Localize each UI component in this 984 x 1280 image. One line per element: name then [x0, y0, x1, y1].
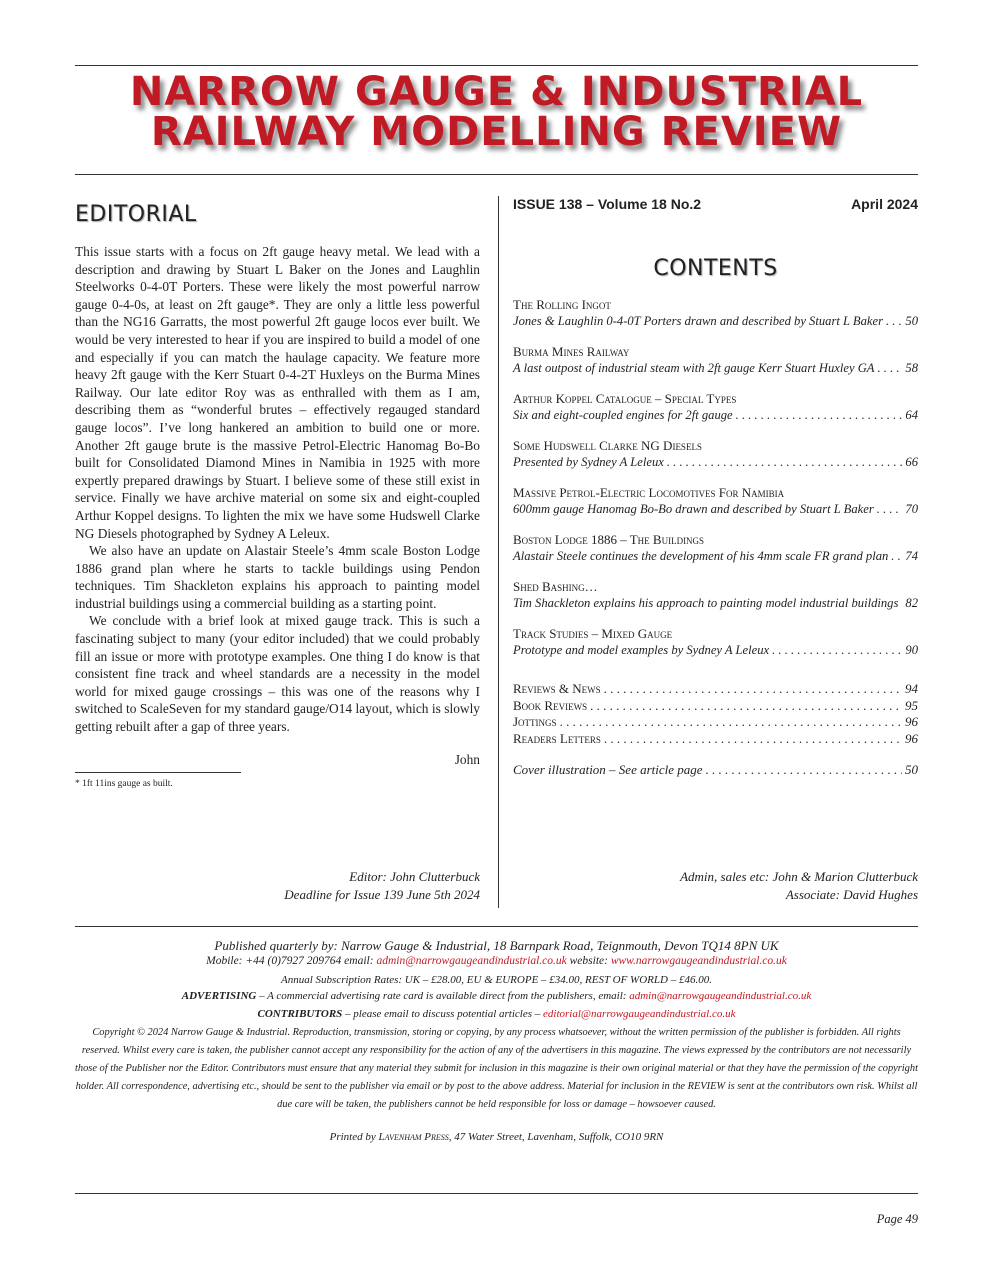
- editorial-column: [75, 196, 480, 789]
- toc-title: Massive Petrol-Electric Locomotives For Namibia: [513, 485, 785, 500]
- toc-regular-title: Book Reviews: [513, 697, 588, 713]
- masthead-line-2: RAILWAY MODELLING REVIEW: [150, 109, 843, 155]
- associate-line: Associate: David Hughes: [785, 887, 918, 902]
- toc-page: 70: [905, 502, 918, 516]
- toc-leader: [706, 761, 902, 778]
- deadline-line: Deadline for Issue 139 June 5th 2024: [284, 887, 480, 902]
- toc-leader: [886, 313, 902, 330]
- publisher-top-rule: [75, 926, 918, 927]
- toc-subtitle: A last outpost of industrial steam with 2ft gauge Kerr Stuart Huxley GA: [513, 361, 875, 375]
- toc-title: Track Studies – Mixed Gauge: [513, 626, 673, 641]
- editorial-paragraph: We conclude with a brief look at mixed gauge track. This is such a fascinating subject to many (your editor included) that we could probably fill an issue or more with prototype examples. One thing I do know is that consistent fine track and wheel standards are a necessity in the model world for mixed gauge crossings – this was one of the reasons why I switched to ScaleSeven for my standard gauge/O14 layout, which is slowly getting rebuilt after a gap of three years.: [75, 613, 480, 735]
- toc-subtitle: Alastair Steele continues the development of his 4mm scale FR grand plan: [513, 549, 889, 563]
- toc-cover-text: Cover illustration – See article page: [513, 762, 703, 777]
- website-label: website:: [569, 955, 608, 967]
- toc-subtitle: Six and eight-coupled engines for 2ft gauge: [513, 408, 733, 422]
- toc-regular-title: Readers Letters: [513, 730, 601, 746]
- published-line: Published quarterly by: Narrow Gauge & Industrial, 18 Barnpark Road, Teignmouth, Devon TQ14 8PN UK: [214, 938, 779, 953]
- toc-subtitle: Jones & Laughlin 0-4-0T Porters drawn and described by Stuart L Baker: [513, 314, 883, 328]
- subscription-line: Annual Subscription Rates: UK – £28.00, EU & EUROPE – £34.00, REST OF WORLD – £46.00.: [281, 974, 712, 986]
- toc-item[interactable]: [513, 344, 918, 377]
- toc-item[interactable]: [513, 626, 918, 659]
- toc-title: Shed Bashing…: [513, 579, 598, 594]
- toc-regular-title: Jottings: [513, 714, 557, 729]
- toc-page: 50: [905, 762, 918, 777]
- masthead-bottom-rule: [75, 174, 918, 175]
- toc-subtitle: Tim Shackleton explains his approach to painting model industrial buildings: [513, 596, 899, 610]
- issue-label: ISSUE 138 – Volume 18 No.2: [513, 196, 702, 212]
- toc-leader: [891, 548, 902, 565]
- advertising-label: ADVERTISING: [181, 990, 257, 1002]
- toc-title: The Rolling Ingot: [513, 297, 611, 312]
- toc-page: 64: [905, 408, 918, 422]
- toc-subtitle: 600mm gauge Hanomag Bo-Bo drawn and described by Stuart L Baker: [513, 502, 874, 516]
- toc-item[interactable]: [513, 297, 918, 330]
- toc-leader: [736, 407, 903, 424]
- website-link[interactable]: www.narrowgaugeandindustrial.co.uk: [610, 955, 787, 967]
- toc-subtitle: Prototype and model examples by Sydney A Leleux: [513, 643, 770, 657]
- advertising-line: [75, 987, 918, 1005]
- toc-regular-item[interactable]: [513, 714, 918, 731]
- toc-leader: [901, 595, 902, 612]
- toc-item[interactable]: [513, 438, 918, 471]
- toc-page: 94: [905, 681, 918, 696]
- magazine-page: [75, 0, 918, 1280]
- email-link[interactable]: admin@narrowgaugeandindustrial.co.uk: [376, 955, 567, 967]
- toc-cover: [513, 761, 918, 778]
- toc-leader: [590, 698, 902, 715]
- footer-rule: [75, 1193, 918, 1194]
- advertising-text: – A commercial advertising rate card is available direct from the publishers, email:: [259, 990, 627, 1002]
- issue-date: April 2024: [851, 196, 918, 212]
- toc-regular-item[interactable]: [513, 698, 918, 715]
- editorial-paragraph: We also have an update on Alastair Steele’s 4mm scale Boston Lodge 1886 grand plan where he starts to tackle buildings using Pendon techniques. Tim Shackleton explains his approach to painting model industrial buildings using a commercial building as a starting point.: [75, 543, 480, 611]
- printer-name: Lavenham Press: [378, 1131, 449, 1143]
- toc-leader: [560, 714, 902, 731]
- contributors-email-link[interactable]: editorial@narrowgaugeandindustrial.co.uk: [543, 1008, 736, 1020]
- publisher-block: [75, 938, 918, 1144]
- printed-label: Printed by: [329, 1131, 376, 1143]
- toc-leader: [604, 681, 902, 698]
- toc-title: Burma Mines Railway: [513, 344, 630, 359]
- printer-line: [75, 1130, 918, 1144]
- toc-regular-title: Reviews & News: [513, 681, 601, 696]
- toc-page: 96: [905, 730, 918, 746]
- toc-regular-item[interactable]: [513, 731, 918, 748]
- toc-title: Boston Lodge 1886 – The Buildings: [513, 532, 705, 547]
- toc-page: 66: [905, 455, 918, 469]
- mobile-label: Mobile: +44 (0)7927 209764 email:: [206, 955, 374, 967]
- toc-regular-item[interactable]: [513, 681, 918, 698]
- editor-credit: [75, 868, 480, 904]
- advertising-email-link[interactable]: admin@narrowgaugeandindustrial.co.uk: [629, 990, 812, 1002]
- editorial-body: [75, 243, 480, 736]
- toc-cover-item[interactable]: [513, 761, 918, 778]
- printer-address: , 47 Water Street, Lavenham, Suffolk, CO10 9RN: [448, 1131, 664, 1143]
- toc-page: 95: [905, 697, 918, 713]
- toc-page: 90: [905, 643, 918, 657]
- toc-leader: [877, 501, 903, 518]
- contributors-label: CONTRIBUTORS: [257, 1008, 343, 1020]
- contributors-text: – please email to discuss potential articles –: [345, 1008, 541, 1020]
- toc-title: Arthur Koppel Catalogue – Special Types: [513, 391, 737, 406]
- toc-page: 74: [905, 549, 918, 563]
- toc-item[interactable]: [513, 579, 918, 612]
- contributors-line: [75, 1005, 918, 1023]
- page-number: Page 49: [876, 1212, 918, 1226]
- admin-credit: [513, 868, 918, 904]
- toc-page: 82: [905, 596, 918, 610]
- footnote-rule: [75, 772, 241, 773]
- editorial-heading: EDITORIAL: [75, 202, 197, 227]
- toc-subtitle: Presented by Sydney A Leleux: [513, 455, 664, 469]
- editor-line: Editor: John Clutterbuck: [349, 869, 480, 884]
- toc-item[interactable]: [513, 391, 918, 424]
- toc-leader: [604, 731, 902, 748]
- contents-heading: CONTENTS: [653, 256, 778, 281]
- toc-title: Some Hudswell Clarke NG Diesels: [513, 438, 702, 453]
- editorial-footnote: * 1ft 11ins gauge as built.: [75, 778, 173, 789]
- toc-item[interactable]: [513, 532, 918, 565]
- issue-row: [513, 196, 918, 212]
- column-divider: [498, 196, 499, 908]
- contents-column: [513, 196, 918, 778]
- toc-regulars: [513, 681, 918, 747]
- toc-leader: [772, 642, 902, 659]
- toc-page: 58: [905, 361, 918, 375]
- table-of-contents: [513, 297, 918, 778]
- admin-line: Admin, sales etc: John & Marion Clutterbuck: [680, 869, 918, 884]
- masthead: [75, 69, 918, 155]
- toc-page: 50: [905, 314, 918, 328]
- toc-leader: [667, 454, 903, 471]
- copyright-notice: Copyright © 2024 Narrow Gauge & Industrial. Reproduction, transmission, storing or copying, by any process whatsoever, without the written permission of the publisher is forbidden. All rights reserved. Whilst every care is taken, the publisher cannot accept any responsibility for the action of any of the advertisers in this magazine. The views expressed by the contributors are not necessarily those of the Publisher nor the Editor. Contributors must ensure that any material they submit for inclusion in this magazine is their own original material or that they have the permission of the copyright holder. All correspondence, advertising etc., should be sent to the publisher via email or by post to the above address. Material for inclusion in the REVIEW is sent at the contributors own risk. Whilst all due care will be taken, the publishers cannot be held responsible for loss or damage – howsoever caused.: [75, 1027, 918, 1110]
- toc-item[interactable]: [513, 485, 918, 518]
- top-rule: [75, 65, 918, 66]
- masthead-line-1: NARROW GAUGE & INDUSTRIAL: [129, 69, 864, 115]
- editorial-signoff: John: [454, 751, 480, 767]
- contact-line: [75, 954, 918, 968]
- toc-leader: [878, 360, 903, 377]
- toc-page: 96: [905, 714, 918, 729]
- editorial-paragraph: This issue starts with a focus on 2ft gauge heavy metal. We lead with a description and drawing by Stuart L Baker on the Jones and Laughlin Steelworks 0-4-0T Porters. These were likely the most powerful narrow gauge 0-4-0s, at least on 2ft gauge*. They are only a little less powerful than the NG16 Garratts, the most powerful 2ft gauge locos ever built. We would be very interested to hear if you are inspired to build a model of one and especially if you can match the haulage capacity. We feature more heavy 2ft gauge with the Kerr Stuart 0-4-2T Huxleys on the Burma Mines Railway. Our late editor Roy was as enthralled with them as I am, describing them as “wonderful brutes – effectively regauged standard gauge locos”. I’ve long hankered an ambition to build one or more. Another 2ft gauge brute is the massive Petrol-Electric Hanomag Bo-Bo built for Consolidated Diamond Mines in Namibia in 1925 with more expertly prepared drawings by Stuart. I believe some of these still exist in service. Finally we have archive material on some six and eight-coupled Arthur Koppel designs. To lighten the mix we have some Hudswell Clarke NG Diesels photographed by Sydney A Leleux.: [75, 244, 480, 541]
